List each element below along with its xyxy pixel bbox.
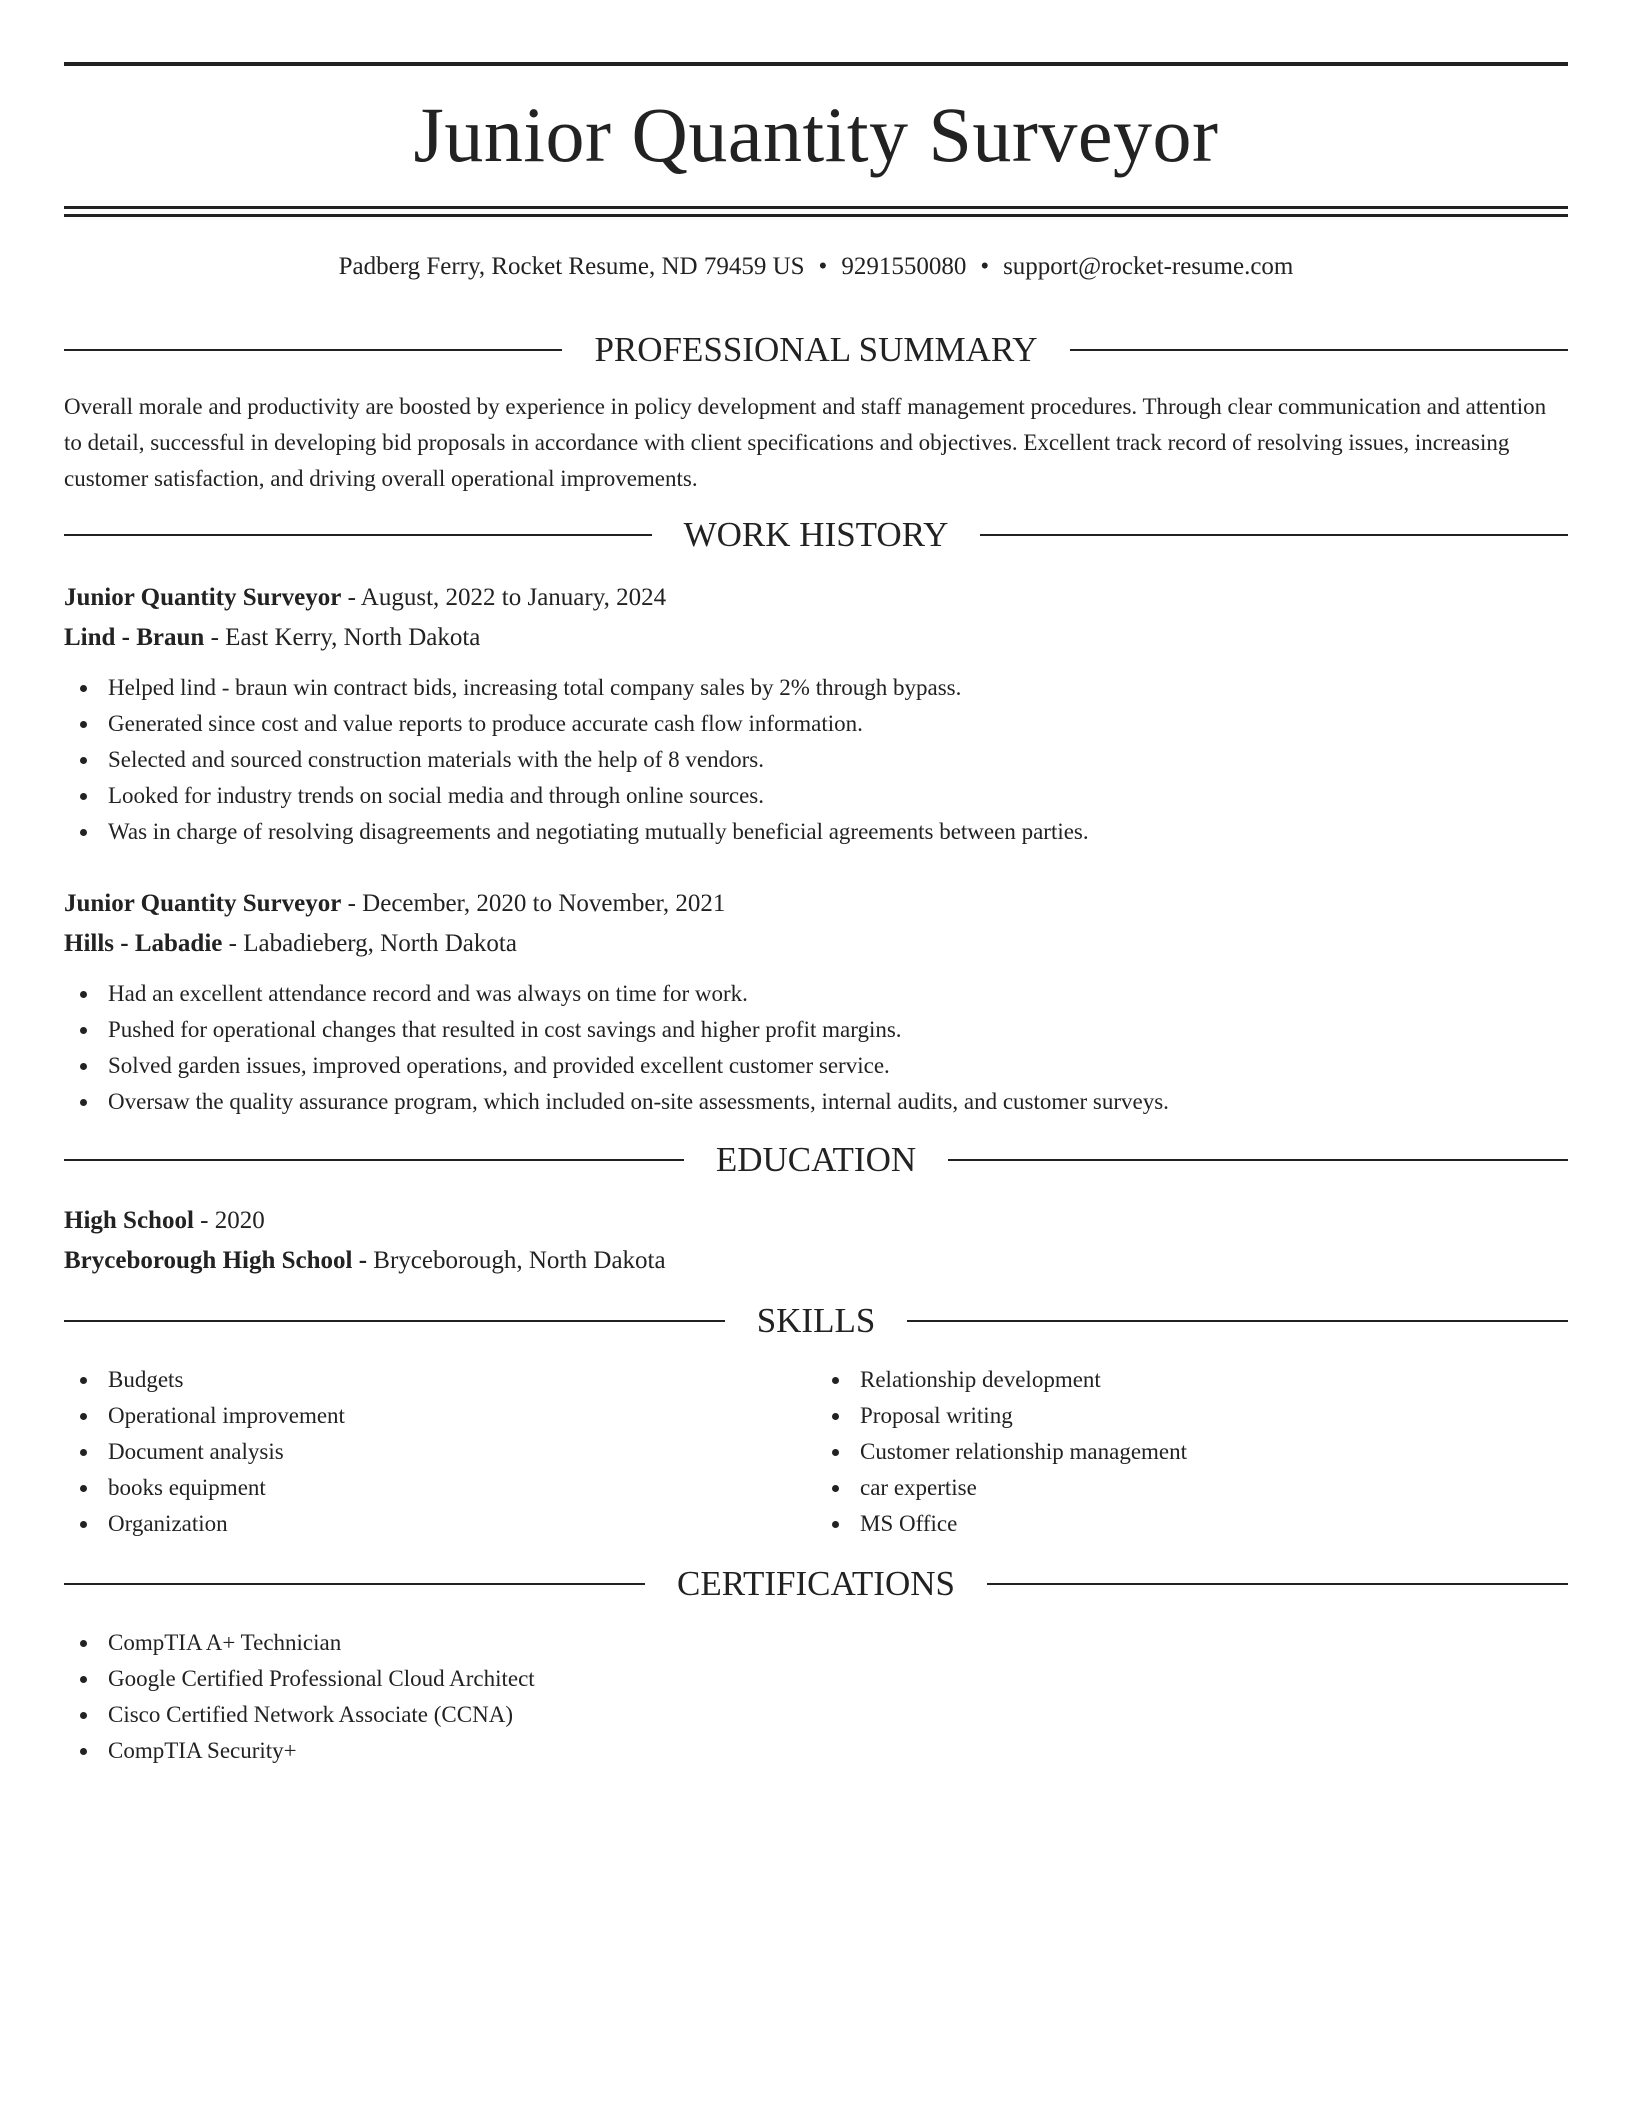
job-bullet: Helped lind - braun win contract bids, increasing total company sales by 2% through bypass. — [64, 670, 1568, 706]
certification-item: Google Certified Professional Cloud Architect — [64, 1661, 1568, 1697]
job-entry — [64, 578, 1568, 850]
heading-rule-left — [64, 1320, 725, 1322]
skill-item: Operational improvement — [64, 1398, 816, 1434]
contact-email: support@rocket-resume.com — [1003, 253, 1294, 280]
certifications-section-heading — [64, 1566, 1568, 1601]
contact-separator: • — [980, 253, 990, 280]
certifications-heading-label: CERTIFICATIONS — [677, 1564, 955, 1603]
job-company-line — [64, 924, 1568, 964]
contact-line — [64, 252, 1568, 282]
heading-rule-left — [64, 1159, 684, 1161]
skill-item: Budgets — [64, 1362, 816, 1398]
job-bullet: Selected and sourced construction materials with the help of 8 vendors. — [64, 742, 1568, 778]
heading-rule-left — [64, 1583, 645, 1585]
resume-name: Junior Quantity Surveyor — [413, 91, 1219, 178]
job-company: Hills - Labadie — [64, 930, 223, 957]
double-rule — [64, 206, 1568, 217]
certification-item: Cisco Certified Network Associate (CCNA) — [64, 1697, 1568, 1733]
skills-column-right — [816, 1362, 1568, 1542]
education-year: - 2020 — [193, 1207, 265, 1234]
job-bullet: Generated since cost and value reports to produce accurate cash flow information. — [64, 706, 1568, 742]
job-title-line — [64, 884, 1568, 924]
skill-item: car expertise — [816, 1470, 1568, 1506]
job-bullet: Looked for industry trends on social media and through online sources. — [64, 778, 1568, 814]
skill-item: Customer relationship management — [816, 1434, 1568, 1470]
certifications-list — [64, 1625, 1568, 1769]
education-degree: High School — [64, 1207, 194, 1234]
skill-item: MS Office — [816, 1506, 1568, 1542]
certification-item: CompTIA Security+ — [64, 1733, 1568, 1769]
skills-section-heading — [64, 1303, 1568, 1338]
education-school: Bryceborough High School - — [64, 1247, 368, 1274]
summary-heading-label: PROFESSIONAL SUMMARY — [594, 330, 1038, 369]
summary-text: Overall morale and productivity are boosted by experience in policy development and staff management procedures. Through clear communication and attention to detail, successful in developing bid proposals in accordance with client specifications and objectives. Excellent track record of resolving issues, increasing customer satisfaction, and driving overall operational improvements. — [64, 394, 1547, 491]
job-bullet: Oversaw the quality assurance program, which included on-site assessments, internal audits, and customer surveys. — [64, 1084, 1568, 1120]
contact-address: Padberg Ferry, Rocket Resume, ND 79459 US — [338, 253, 805, 280]
skills-heading-label: SKILLS — [756, 1301, 876, 1340]
top-rule — [64, 62, 1568, 66]
job-bullets — [64, 670, 1568, 850]
skills-column-left — [64, 1362, 816, 1542]
heading-rule-right — [987, 1583, 1568, 1585]
skill-item: Document analysis — [64, 1434, 816, 1470]
job-title: Junior Quantity Surveyor — [64, 584, 342, 611]
job-title-line — [64, 578, 1568, 618]
skill-item: Proposal writing — [816, 1398, 1568, 1434]
job-location: - East Kerry, North Dakota — [204, 624, 481, 651]
job-bullet: Solved garden issues, improved operations, and provided excellent customer service. — [64, 1048, 1568, 1084]
job-title: Junior Quantity Surveyor — [64, 890, 342, 917]
skill-item: books equipment — [64, 1470, 816, 1506]
skill-item: Relationship development — [816, 1362, 1568, 1398]
heading-rule-right — [948, 1159, 1568, 1161]
work-section-heading — [64, 517, 1568, 552]
job-bullet: Pushed for operational changes that resulted in cost savings and higher profit margins. — [64, 1012, 1568, 1048]
heading-rule-right — [1070, 349, 1568, 351]
heading-rule-left — [64, 349, 562, 351]
job-entry — [64, 884, 1568, 1120]
job-dates: - December, 2020 to November, 2021 — [341, 890, 726, 917]
job-company-line — [64, 618, 1568, 658]
job-dates: - August, 2022 to January, 2024 — [341, 584, 667, 611]
certification-item: CompTIA A+ Technician — [64, 1625, 1568, 1661]
job-bullet: Was in charge of resolving disagreements and negotiating mutually beneficial agreements between parties. — [64, 814, 1568, 850]
job-bullets — [64, 976, 1568, 1120]
education-section-heading — [64, 1142, 1568, 1177]
education-location: Bryceborough, North Dakota — [367, 1247, 666, 1274]
heading-rule-left — [64, 534, 652, 536]
contact-separator: • — [818, 253, 828, 280]
job-company: Lind - Braun — [64, 624, 205, 651]
work-heading-label: WORK HISTORY — [683, 515, 949, 554]
summary-section-heading — [64, 332, 1568, 367]
skill-item: Organization — [64, 1506, 816, 1542]
contact-phone: 9291550080 — [841, 253, 967, 280]
job-location: - Labadieberg, North Dakota — [222, 930, 517, 957]
heading-rule-right — [907, 1320, 1568, 1322]
job-bullet: Had an excellent attendance record and was always on time for work. — [64, 976, 1568, 1012]
education-heading-label: EDUCATION — [715, 1140, 917, 1179]
education-entry — [64, 1201, 1568, 1281]
education-degree-line — [64, 1201, 1568, 1241]
skills-grid — [64, 1362, 1568, 1542]
education-school-line — [64, 1241, 1568, 1281]
heading-rule-right — [980, 534, 1568, 536]
